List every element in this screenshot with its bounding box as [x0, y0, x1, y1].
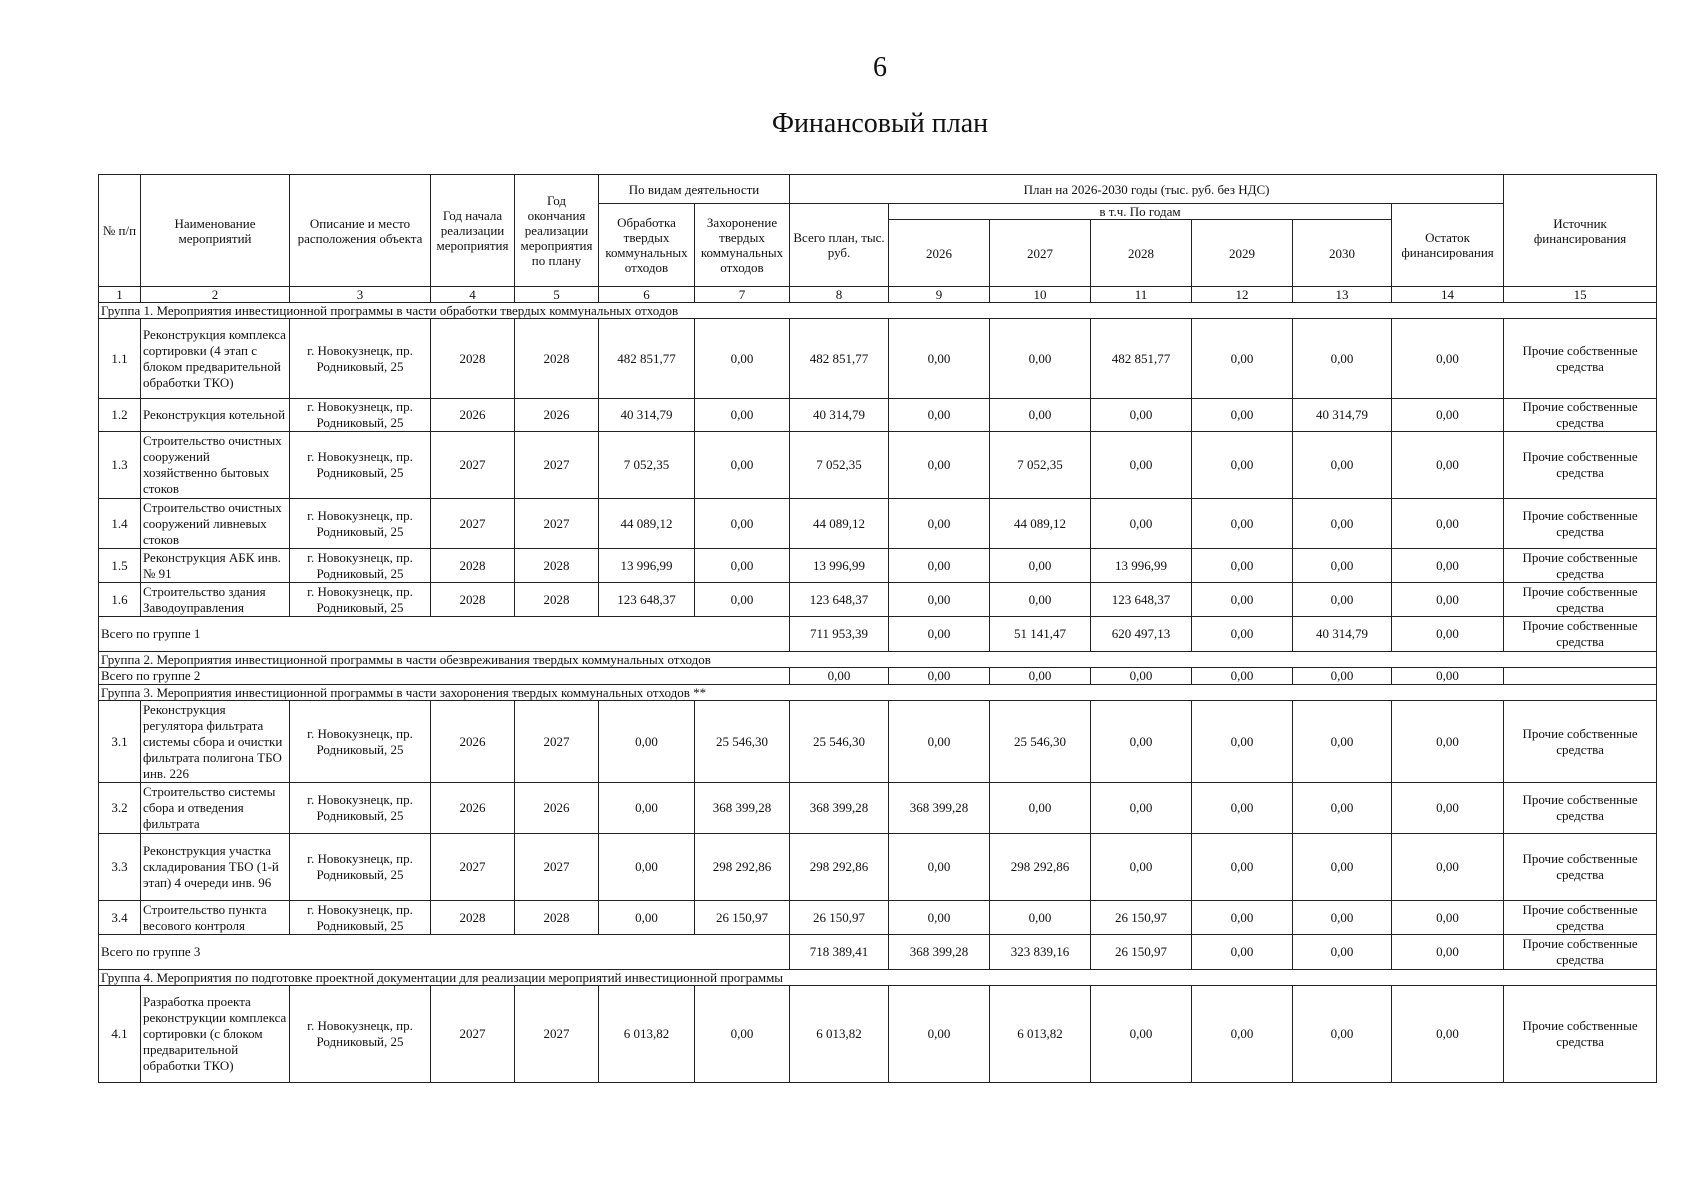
cell-remainder: 0,00 — [1392, 701, 1504, 783]
cell-row-number: 4.1 — [99, 986, 141, 1083]
cell-remainder: 0,00 — [1392, 583, 1504, 617]
cell-remainder: 0,00 — [1392, 499, 1504, 549]
cell-row-number: 3.2 — [99, 783, 141, 834]
cell-year-2026: 0,00 — [889, 668, 990, 685]
cell-start-year: 2028 — [431, 901, 515, 935]
cell-remainder: 0,00 — [1392, 617, 1504, 652]
cell-year-2029: 0,00 — [1192, 549, 1293, 583]
cell-year-2030: 0,00 — [1293, 986, 1392, 1083]
column-number: 9 — [889, 287, 990, 303]
cell-year-2029: 0,00 — [1192, 319, 1293, 399]
cell-object-location: г. Новокузнецк, пр. Родниковый, 25 — [290, 583, 431, 617]
header-desc: Описание и место расположения объекта — [290, 175, 431, 287]
header-row-1 — [99, 175, 1657, 204]
cell-total-plan: 26 150,97 — [790, 901, 889, 935]
group-total-row — [99, 617, 1657, 652]
cell-burial-amount: 0,00 — [695, 399, 790, 432]
cell-row-number: 1.2 — [99, 399, 141, 432]
column-number: 11 — [1091, 287, 1192, 303]
cell-object-location: г. Новокузнецк, пр. Родниковый, 25 — [290, 399, 431, 432]
column-number: 12 — [1192, 287, 1293, 303]
header-year-2029: 2029 — [1192, 220, 1293, 287]
cell-row-number: 1.1 — [99, 319, 141, 399]
financial-plan-table — [98, 174, 1657, 1083]
header-year-2026: 2026 — [889, 220, 990, 287]
cell-processing-amount: 7 052,35 — [599, 432, 695, 499]
cell-year-2029: 0,00 — [1192, 583, 1293, 617]
cell-total-plan: 482 851,77 — [790, 319, 889, 399]
table-row — [99, 399, 1657, 432]
page-number: 6 — [873, 52, 887, 83]
cell-end-year: 2028 — [515, 549, 599, 583]
cell-year-2028: 26 150,97 — [1091, 935, 1192, 970]
cell-start-year: 2028 — [431, 319, 515, 399]
cell-row-number: 1.4 — [99, 499, 141, 549]
cell-year-2026: 0,00 — [889, 499, 990, 549]
group-1-title: Группа 1. Мероприятия инвестиционной программы в части обработки твердых коммунальных отходов — [99, 303, 1657, 319]
column-number: 10 — [990, 287, 1091, 303]
header-plan-period: План на 2026-2030 годы (тыс. руб. без НДС) — [790, 175, 1504, 204]
cell-year-2029: 0,00 — [1192, 399, 1293, 432]
cell-burial-amount: 0,00 — [695, 319, 790, 399]
cell-year-2026: 368 399,28 — [889, 783, 990, 834]
cell-measure-name: Разработка проекта реконструкции комплекса сортировки (с блоком предварительной обработки ТКО) — [141, 986, 290, 1083]
header-total-plan: Всего план, тыс. руб. — [790, 204, 889, 287]
cell-object-location: г. Новокузнецк, пр. Родниковый, 25 — [290, 319, 431, 399]
cell-funding-source: Прочие собственные средства — [1504, 701, 1657, 783]
cell-processing-amount: 6 013,82 — [599, 986, 695, 1083]
cell-funding-source: Прочие собственные средства — [1504, 583, 1657, 617]
cell-total-plan: 6 013,82 — [790, 986, 889, 1083]
cell-processing-amount: 0,00 — [599, 901, 695, 935]
column-number: 2 — [141, 287, 290, 303]
cell-row-number: 3.4 — [99, 901, 141, 935]
cell-total-plan: 123 648,37 — [790, 583, 889, 617]
cell-funding-source: Прочие собственные средства — [1504, 399, 1657, 432]
header-by-years: в т.ч. По годам — [889, 204, 1392, 220]
cell-object-location: г. Новокузнецк, пр. Родниковый, 25 — [290, 986, 431, 1083]
cell-burial-amount: 0,00 — [695, 499, 790, 549]
cell-year-2027: 51 141,47 — [990, 617, 1091, 652]
cell-year-2029: 0,00 — [1192, 499, 1293, 549]
cell-end-year: 2028 — [515, 901, 599, 935]
cell-year-2027: 0,00 — [990, 901, 1091, 935]
cell-year-2027: 323 839,16 — [990, 935, 1091, 970]
cell-remainder: 0,00 — [1392, 986, 1504, 1083]
group-3-title: Группа 3. Мероприятия инвестиционной программы в части захоронения твердых коммунальных отходов ** — [99, 685, 1657, 701]
group-total-row — [99, 935, 1657, 970]
cell-object-location: г. Новокузнецк, пр. Родниковый, 25 — [290, 783, 431, 834]
cell-remainder: 0,00 — [1392, 783, 1504, 834]
cell-year-2030: 0,00 — [1293, 935, 1392, 970]
cell-year-2030: 0,00 — [1293, 549, 1392, 583]
column-number: 3 — [290, 287, 431, 303]
cell-measure-name: Строительство очистных сооружений ливневых стоков — [141, 499, 290, 549]
column-number: 13 — [1293, 287, 1392, 303]
cell-row-number: 1.3 — [99, 432, 141, 499]
cell-end-year: 2027 — [515, 834, 599, 901]
cell-year-2028: 620 497,13 — [1091, 617, 1192, 652]
cell-remainder: 0,00 — [1392, 549, 1504, 583]
cell-year-2029: 0,00 — [1192, 834, 1293, 901]
cell-year-2027: 44 089,12 — [990, 499, 1091, 549]
cell-start-year: 2026 — [431, 783, 515, 834]
header-start-year: Год начала реализации мероприятия — [431, 175, 515, 287]
table-row — [99, 432, 1657, 499]
cell-remainder: 0,00 — [1392, 901, 1504, 935]
cell-processing-amount: 482 851,77 — [599, 319, 695, 399]
column-number: 8 — [790, 287, 889, 303]
column-number: 4 — [431, 287, 515, 303]
cell-year-2028: 13 996,99 — [1091, 549, 1192, 583]
cell-year-2028: 0,00 — [1091, 834, 1192, 901]
table-row — [99, 583, 1657, 617]
cell-object-location: г. Новокузнецк, пр. Родниковый, 25 — [290, 432, 431, 499]
column-number: 1 — [99, 287, 141, 303]
cell-year-2027: 0,00 — [990, 783, 1091, 834]
cell-total-plan: 368 399,28 — [790, 783, 889, 834]
cell-year-2027: 0,00 — [990, 399, 1091, 432]
cell-total-plan: 44 089,12 — [790, 499, 889, 549]
cell-year-2029: 0,00 — [1192, 617, 1293, 652]
cell-start-year: 2028 — [431, 583, 515, 617]
cell-total-plan: 40 314,79 — [790, 399, 889, 432]
cell-object-location: г. Новокузнецк, пр. Родниковый, 25 — [290, 901, 431, 935]
table-row — [99, 986, 1657, 1083]
cell-year-2027: 298 292,86 — [990, 834, 1091, 901]
cell-year-2028: 26 150,97 — [1091, 901, 1192, 935]
cell-measure-name: Реконструкция котельной — [141, 399, 290, 432]
cell-start-year: 2027 — [431, 432, 515, 499]
header-year-2030: 2030 — [1293, 220, 1392, 287]
table-row — [99, 783, 1657, 834]
cell-year-2030: 0,00 — [1293, 701, 1392, 783]
cell-burial-amount: 26 150,97 — [695, 901, 790, 935]
cell-year-2027: 25 546,30 — [990, 701, 1091, 783]
cell-remainder: 0,00 — [1392, 668, 1504, 685]
cell-funding-source: Прочие собственные средства — [1504, 901, 1657, 935]
cell-year-2026: 0,00 — [889, 617, 990, 652]
cell-funding-source — [1504, 668, 1657, 685]
cell-row-number: 3.1 — [99, 701, 141, 783]
cell-year-2027: 0,00 — [990, 583, 1091, 617]
column-number-row — [99, 287, 1657, 303]
cell-start-year: 2028 — [431, 549, 515, 583]
cell-measure-name: Реконструкция участка складирования ТБО (1-й этап) 4 очереди инв. 96 — [141, 834, 290, 901]
cell-burial-amount: 0,00 — [695, 549, 790, 583]
cell-year-2026: 0,00 — [889, 583, 990, 617]
cell-total-plan: 25 546,30 — [790, 701, 889, 783]
cell-processing-amount: 0,00 — [599, 783, 695, 834]
group-total-label: Всего по группе 3 — [99, 935, 790, 970]
cell-row-number: 1.6 — [99, 583, 141, 617]
table-row — [99, 834, 1657, 901]
header-year-2028: 2028 — [1091, 220, 1192, 287]
cell-year-2030: 0,00 — [1293, 583, 1392, 617]
header-year-2027: 2027 — [990, 220, 1091, 287]
cell-row-number: 3.3 — [99, 834, 141, 901]
cell-funding-source: Прочие собственные средства — [1504, 986, 1657, 1083]
cell-end-year: 2027 — [515, 986, 599, 1083]
cell-funding-source: Прочие собственные средства — [1504, 783, 1657, 834]
cell-year-2028: 0,00 — [1091, 668, 1192, 685]
cell-year-2028: 0,00 — [1091, 986, 1192, 1083]
cell-year-2030: 0,00 — [1293, 432, 1392, 499]
cell-year-2029: 0,00 — [1192, 668, 1293, 685]
header-end-year: Год окончания реализации мероприятия по плану — [515, 175, 599, 287]
cell-burial-amount: 0,00 — [695, 583, 790, 617]
cell-year-2026: 0,00 — [889, 399, 990, 432]
header-activity-processing: Обработка твердых коммунальных отходов — [599, 204, 695, 287]
cell-measure-name: Строительство очистных сооружений хозяйственно бытовых стоков — [141, 432, 290, 499]
cell-measure-name: Реконструкция комплекса сортировки (4 этап с блоком предварительной обработки ТКО) — [141, 319, 290, 399]
cell-year-2030: 40 314,79 — [1293, 399, 1392, 432]
cell-year-2028: 123 648,37 — [1091, 583, 1192, 617]
header-source: Источник финансирования — [1504, 175, 1657, 287]
cell-funding-source: Прочие собственные средства — [1504, 499, 1657, 549]
cell-burial-amount: 298 292,86 — [695, 834, 790, 901]
cell-object-location: г. Новокузнецк, пр. Родниковый, 25 — [290, 834, 431, 901]
cell-object-location: г. Новокузнецк, пр. Родниковый, 25 — [290, 549, 431, 583]
cell-end-year: 2027 — [515, 432, 599, 499]
cell-burial-amount: 368 399,28 — [695, 783, 790, 834]
cell-funding-source: Прочие собственные средства — [1504, 617, 1657, 652]
group-total-label: Всего по группе 1 — [99, 617, 790, 652]
cell-year-2028: 0,00 — [1091, 499, 1192, 549]
cell-object-location: г. Новокузнецк, пр. Родниковый, 25 — [290, 701, 431, 783]
cell-end-year: 2027 — [515, 499, 599, 549]
cell-measure-name: Реконструкция АБК инв. № 91 — [141, 549, 290, 583]
cell-year-2026: 368 399,28 — [889, 935, 990, 970]
header-activity-burial: Захоронение твердых коммунальных отходов — [695, 204, 790, 287]
cell-year-2030: 40 314,79 — [1293, 617, 1392, 652]
cell-year-2030: 0,00 — [1293, 668, 1392, 685]
cell-year-2028: 0,00 — [1091, 399, 1192, 432]
cell-end-year: 2028 — [515, 319, 599, 399]
cell-year-2030: 0,00 — [1293, 319, 1392, 399]
column-number: 14 — [1392, 287, 1504, 303]
cell-year-2028: 0,00 — [1091, 783, 1192, 834]
header-remainder: Остаток финансирования — [1392, 204, 1504, 287]
cell-year-2029: 0,00 — [1192, 701, 1293, 783]
cell-start-year: 2027 — [431, 986, 515, 1083]
cell-measure-name: Реконструкция регулятора фильтрата системы сбора и очистки фильтрата полигона ТБО инв. 226 — [141, 701, 290, 783]
page-title: Финансовый план — [771, 108, 989, 139]
cell-processing-amount: 123 648,37 — [599, 583, 695, 617]
cell-year-2029: 0,00 — [1192, 432, 1293, 499]
cell-start-year: 2026 — [431, 701, 515, 783]
cell-year-2027: 0,00 — [990, 668, 1091, 685]
column-number: 5 — [515, 287, 599, 303]
group-3-header-row — [99, 685, 1657, 701]
cell-year-2030: 0,00 — [1293, 499, 1392, 549]
cell-remainder: 0,00 — [1392, 935, 1504, 970]
table-row — [99, 549, 1657, 583]
group-total-row — [99, 668, 1657, 685]
cell-start-year: 2026 — [431, 399, 515, 432]
cell-total-plan: 7 052,35 — [790, 432, 889, 499]
cell-funding-source: Прочие собственные средства — [1504, 432, 1657, 499]
group-2-header-row — [99, 652, 1657, 668]
cell-year-2026: 0,00 — [889, 834, 990, 901]
column-number: 7 — [695, 287, 790, 303]
cell-year-2027: 0,00 — [990, 549, 1091, 583]
column-number: 15 — [1504, 287, 1657, 303]
group-4-header-row — [99, 970, 1657, 986]
cell-funding-source: Прочие собственные средства — [1504, 319, 1657, 399]
cell-year-2026: 0,00 — [889, 432, 990, 499]
cell-year-2027: 0,00 — [990, 319, 1091, 399]
cell-year-2030: 0,00 — [1293, 783, 1392, 834]
cell-burial-amount: 0,00 — [695, 986, 790, 1083]
cell-end-year: 2028 — [515, 583, 599, 617]
cell-end-year: 2026 — [515, 399, 599, 432]
cell-total-plan: 0,00 — [790, 668, 889, 685]
cell-year-2027: 6 013,82 — [990, 986, 1091, 1083]
cell-year-2028: 0,00 — [1091, 701, 1192, 783]
cell-start-year: 2027 — [431, 834, 515, 901]
table-row — [99, 901, 1657, 935]
cell-processing-amount: 0,00 — [599, 834, 695, 901]
cell-object-location: г. Новокузнецк, пр. Родниковый, 25 — [290, 499, 431, 549]
cell-remainder: 0,00 — [1392, 432, 1504, 499]
table-row — [99, 701, 1657, 783]
header-by-activity: По видам деятельности — [599, 175, 790, 204]
cell-total-plan: 711 953,39 — [790, 617, 889, 652]
cell-burial-amount: 0,00 — [695, 432, 790, 499]
group-2-title: Группа 2. Мероприятия инвестиционной программы в части обезвреживания твердых коммунальных отходов — [99, 652, 1657, 668]
header-num: № п/п — [99, 175, 141, 287]
cell-total-plan: 298 292,86 — [790, 834, 889, 901]
cell-processing-amount: 13 996,99 — [599, 549, 695, 583]
cell-remainder: 0,00 — [1392, 834, 1504, 901]
cell-year-2028: 482 851,77 — [1091, 319, 1192, 399]
cell-processing-amount: 0,00 — [599, 701, 695, 783]
cell-measure-name: Строительство здания Заводоуправления — [141, 583, 290, 617]
cell-measure-name: Строительство системы сбора и отведения фильтрата — [141, 783, 290, 834]
cell-funding-source: Прочие собственные средства — [1504, 549, 1657, 583]
cell-funding-source: Прочие собственные средства — [1504, 935, 1657, 970]
cell-start-year: 2027 — [431, 499, 515, 549]
cell-burial-amount: 25 546,30 — [695, 701, 790, 783]
cell-remainder: 0,00 — [1392, 319, 1504, 399]
cell-year-2026: 0,00 — [889, 549, 990, 583]
table-row — [99, 319, 1657, 399]
cell-year-2030: 0,00 — [1293, 901, 1392, 935]
cell-funding-source: Прочие собственные средства — [1504, 834, 1657, 901]
cell-year-2026: 0,00 — [889, 701, 990, 783]
cell-row-number: 1.5 — [99, 549, 141, 583]
cell-year-2026: 0,00 — [889, 986, 990, 1083]
cell-total-plan: 718 389,41 — [790, 935, 889, 970]
cell-year-2029: 0,00 — [1192, 935, 1293, 970]
cell-end-year: 2026 — [515, 783, 599, 834]
cell-processing-amount: 40 314,79 — [599, 399, 695, 432]
cell-year-2029: 0,00 — [1192, 986, 1293, 1083]
cell-year-2029: 0,00 — [1192, 901, 1293, 935]
cell-year-2029: 0,00 — [1192, 783, 1293, 834]
cell-year-2026: 0,00 — [889, 901, 990, 935]
cell-total-plan: 13 996,99 — [790, 549, 889, 583]
cell-year-2028: 0,00 — [1091, 432, 1192, 499]
cell-measure-name: Строительство пункта весового контроля — [141, 901, 290, 935]
cell-remainder: 0,00 — [1392, 399, 1504, 432]
group-1-header-row — [99, 303, 1657, 319]
cell-year-2030: 0,00 — [1293, 834, 1392, 901]
cell-year-2027: 7 052,35 — [990, 432, 1091, 499]
column-number: 6 — [599, 287, 695, 303]
group-4-title: Группа 4. Мероприятия по подготовке проектной документации для реализации мероприятий инвестиционной программы — [99, 970, 1657, 986]
table-row — [99, 499, 1657, 549]
cell-end-year: 2027 — [515, 701, 599, 783]
header-name: Наименование мероприятий — [141, 175, 290, 287]
cell-year-2026: 0,00 — [889, 319, 990, 399]
cell-processing-amount: 44 089,12 — [599, 499, 695, 549]
group-total-label: Всего по группе 2 — [99, 668, 790, 685]
